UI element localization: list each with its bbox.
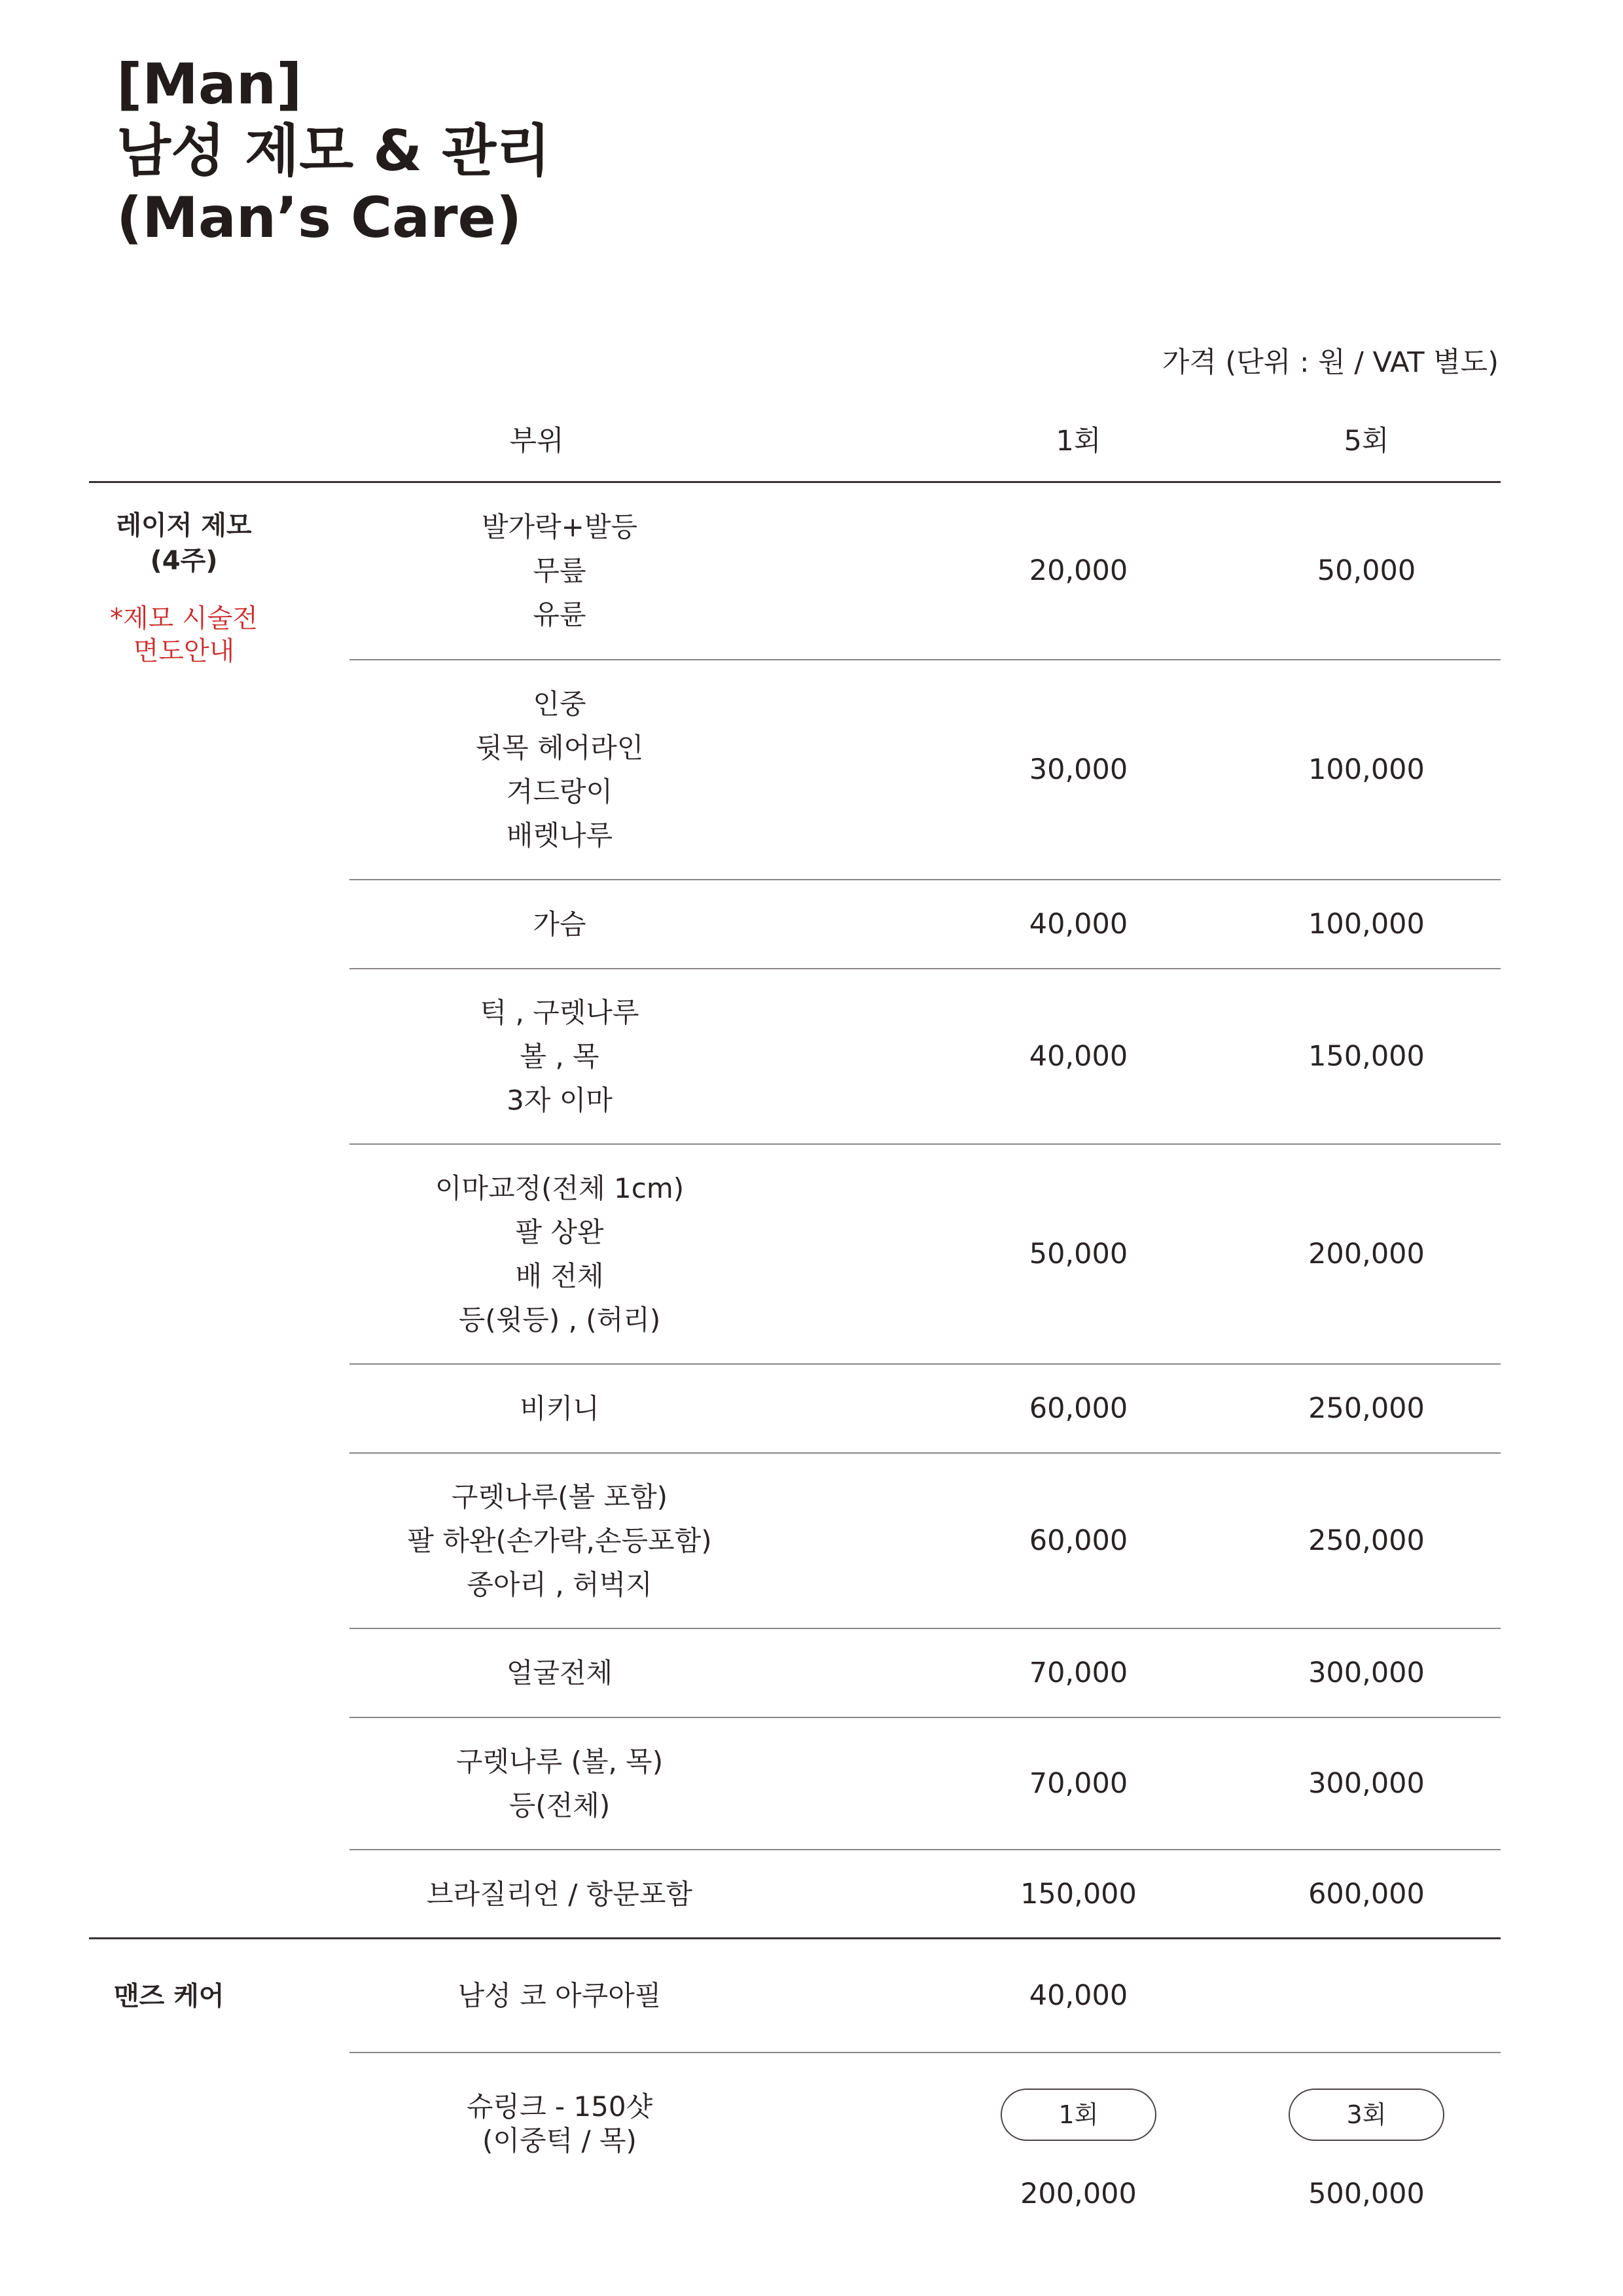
price-5-sessions: 300,000 <box>1308 1657 1425 1689</box>
price-5-sessions: 200,000 <box>1308 1238 1425 1270</box>
table-row <box>349 1145 1501 1363</box>
table-row <box>349 880 1501 968</box>
part-item: 가슴 <box>533 908 586 941</box>
part-item: 구렛나루(볼 포함) <box>451 1480 668 1513</box>
price-1-session: 50,000 <box>1029 1238 1128 1270</box>
part-item: 3자 이마 <box>507 1084 613 1117</box>
price-1-session: 200,000 <box>1020 2178 1137 2210</box>
price-3-sessions: 500,000 <box>1308 2178 1425 2210</box>
part-item: (이중턱 / 목) <box>482 2125 637 2157</box>
part-item: 턱 , 구렛나루 <box>480 996 639 1029</box>
part-item: 뒷목 헤어라인 <box>475 732 644 764</box>
header-5-sessions: 5회 <box>1344 425 1389 457</box>
price-5-sessions: 100,000 <box>1308 908 1425 941</box>
title-line-1: [Man] <box>116 52 302 117</box>
part-cell <box>373 682 746 857</box>
price-5-sessions: 300,000 <box>1308 1767 1425 1800</box>
part-cell <box>373 1974 746 2018</box>
header-part: 부위 <box>509 425 564 457</box>
price-5-sessions: 600,000 <box>1308 1878 1425 1910</box>
part-cell <box>373 1475 746 1607</box>
price-1-session: 30,000 <box>1029 753 1128 786</box>
session-pill-1: 1회 <box>1001 2089 1156 2141</box>
session-pill-wrap <box>915 2089 1242 2141</box>
part-cell <box>373 1387 746 1431</box>
part-cell <box>373 1873 746 1916</box>
part-item: 비키니 <box>520 1392 599 1425</box>
header-1-session: 1회 <box>1056 425 1101 457</box>
part-item: 팔 하완(손가락,손등포함) <box>407 1524 712 1557</box>
price-1-session: 60,000 <box>1029 1524 1128 1557</box>
session-pill-wrap <box>1203 2089 1530 2141</box>
table-row <box>349 1718 1501 1849</box>
price-1-session: 70,000 <box>1029 1767 1128 1800</box>
part-item: 유륜 <box>533 598 586 631</box>
part-item: 발가락+발등 <box>481 511 638 543</box>
part-item: 배렛나루 <box>506 819 613 852</box>
table-row <box>349 482 1501 659</box>
price-1-session: 70,000 <box>1029 1657 1128 1689</box>
part-cell <box>373 1166 746 1342</box>
part-cell <box>373 991 746 1122</box>
table-row <box>349 969 1501 1143</box>
session-pill-3: 3회 <box>1289 2089 1444 2141</box>
category-mens-care: 맨즈 케어 <box>114 1981 224 2011</box>
part-item: 볼 , 목 <box>520 1040 599 1073</box>
category-laser-period: (4주) <box>150 546 218 576</box>
part-item: 등(전체) <box>508 1789 611 1821</box>
part-item: 얼굴전체 <box>506 1657 613 1689</box>
table-row <box>349 1850 1501 1938</box>
price-1-session: 40,000 <box>1029 908 1128 941</box>
table-row <box>349 1629 1501 1717</box>
part-item: 구렛나루 (볼, 목) <box>455 1746 664 1778</box>
part-item: 브라질리언 / 항문포함 <box>426 1878 692 1910</box>
part-item: 슈링크 - 150샷 <box>466 2090 653 2123</box>
category-laser-name: 레이저 제모 <box>116 511 252 541</box>
price-5-sessions: 100,000 <box>1308 753 1425 786</box>
page-title <box>116 51 550 251</box>
price-1-session: 40,000 <box>1029 1979 1128 2012</box>
part-cell <box>373 1740 746 1827</box>
price-5-sessions: 250,000 <box>1308 1392 1425 1425</box>
shaving-notice-line-2: 면도안내 <box>133 636 235 666</box>
part-item: 배 전체 <box>515 1260 604 1292</box>
price-1-session: 40,000 <box>1029 1040 1128 1073</box>
price-5-sessions: 150,000 <box>1308 1040 1425 1073</box>
title-line-2: 남성 제모 & 관리 <box>116 118 551 184</box>
part-item: 종아리 , 허벅지 <box>467 1568 652 1601</box>
part-cell <box>373 1651 746 1695</box>
table-row <box>349 1365 1501 1452</box>
table-row <box>349 1939 1501 2052</box>
title-line-3: (Man’s Care) <box>116 185 522 251</box>
price-1-session: 60,000 <box>1029 1392 1128 1425</box>
part-item: 겨드랑이 <box>506 776 613 808</box>
part-item: 무릎 <box>533 554 586 587</box>
part-cell <box>373 2053 746 2158</box>
part-item: 등(윗등) , (허리) <box>458 1304 661 1336</box>
part-item: 팔 상완 <box>515 1216 604 1248</box>
price-5-sessions: 250,000 <box>1308 1524 1425 1557</box>
table-row <box>349 660 1501 879</box>
part-item: 이마교정(전체 1cm) <box>435 1172 685 1204</box>
category-laser <box>89 508 279 668</box>
part-item: 인중 <box>533 688 586 720</box>
price-1-session: 20,000 <box>1029 554 1128 587</box>
price-1-session: 150,000 <box>1020 1878 1137 1910</box>
table-row <box>349 2053 1501 2217</box>
part-cell <box>373 903 746 946</box>
part-item: 남성 코 아쿠아필 <box>457 1979 662 2012</box>
shaving-notice <box>89 602 279 668</box>
price-unit-note: 가격 (단위 : 원 / VAT 별도) <box>1162 346 1499 379</box>
shaving-notice-line-1: *제모 시술전 <box>110 603 258 634</box>
table-row <box>349 1454 1501 1628</box>
part-cell <box>373 505 746 637</box>
price-5-sessions: 50,000 <box>1317 554 1416 587</box>
